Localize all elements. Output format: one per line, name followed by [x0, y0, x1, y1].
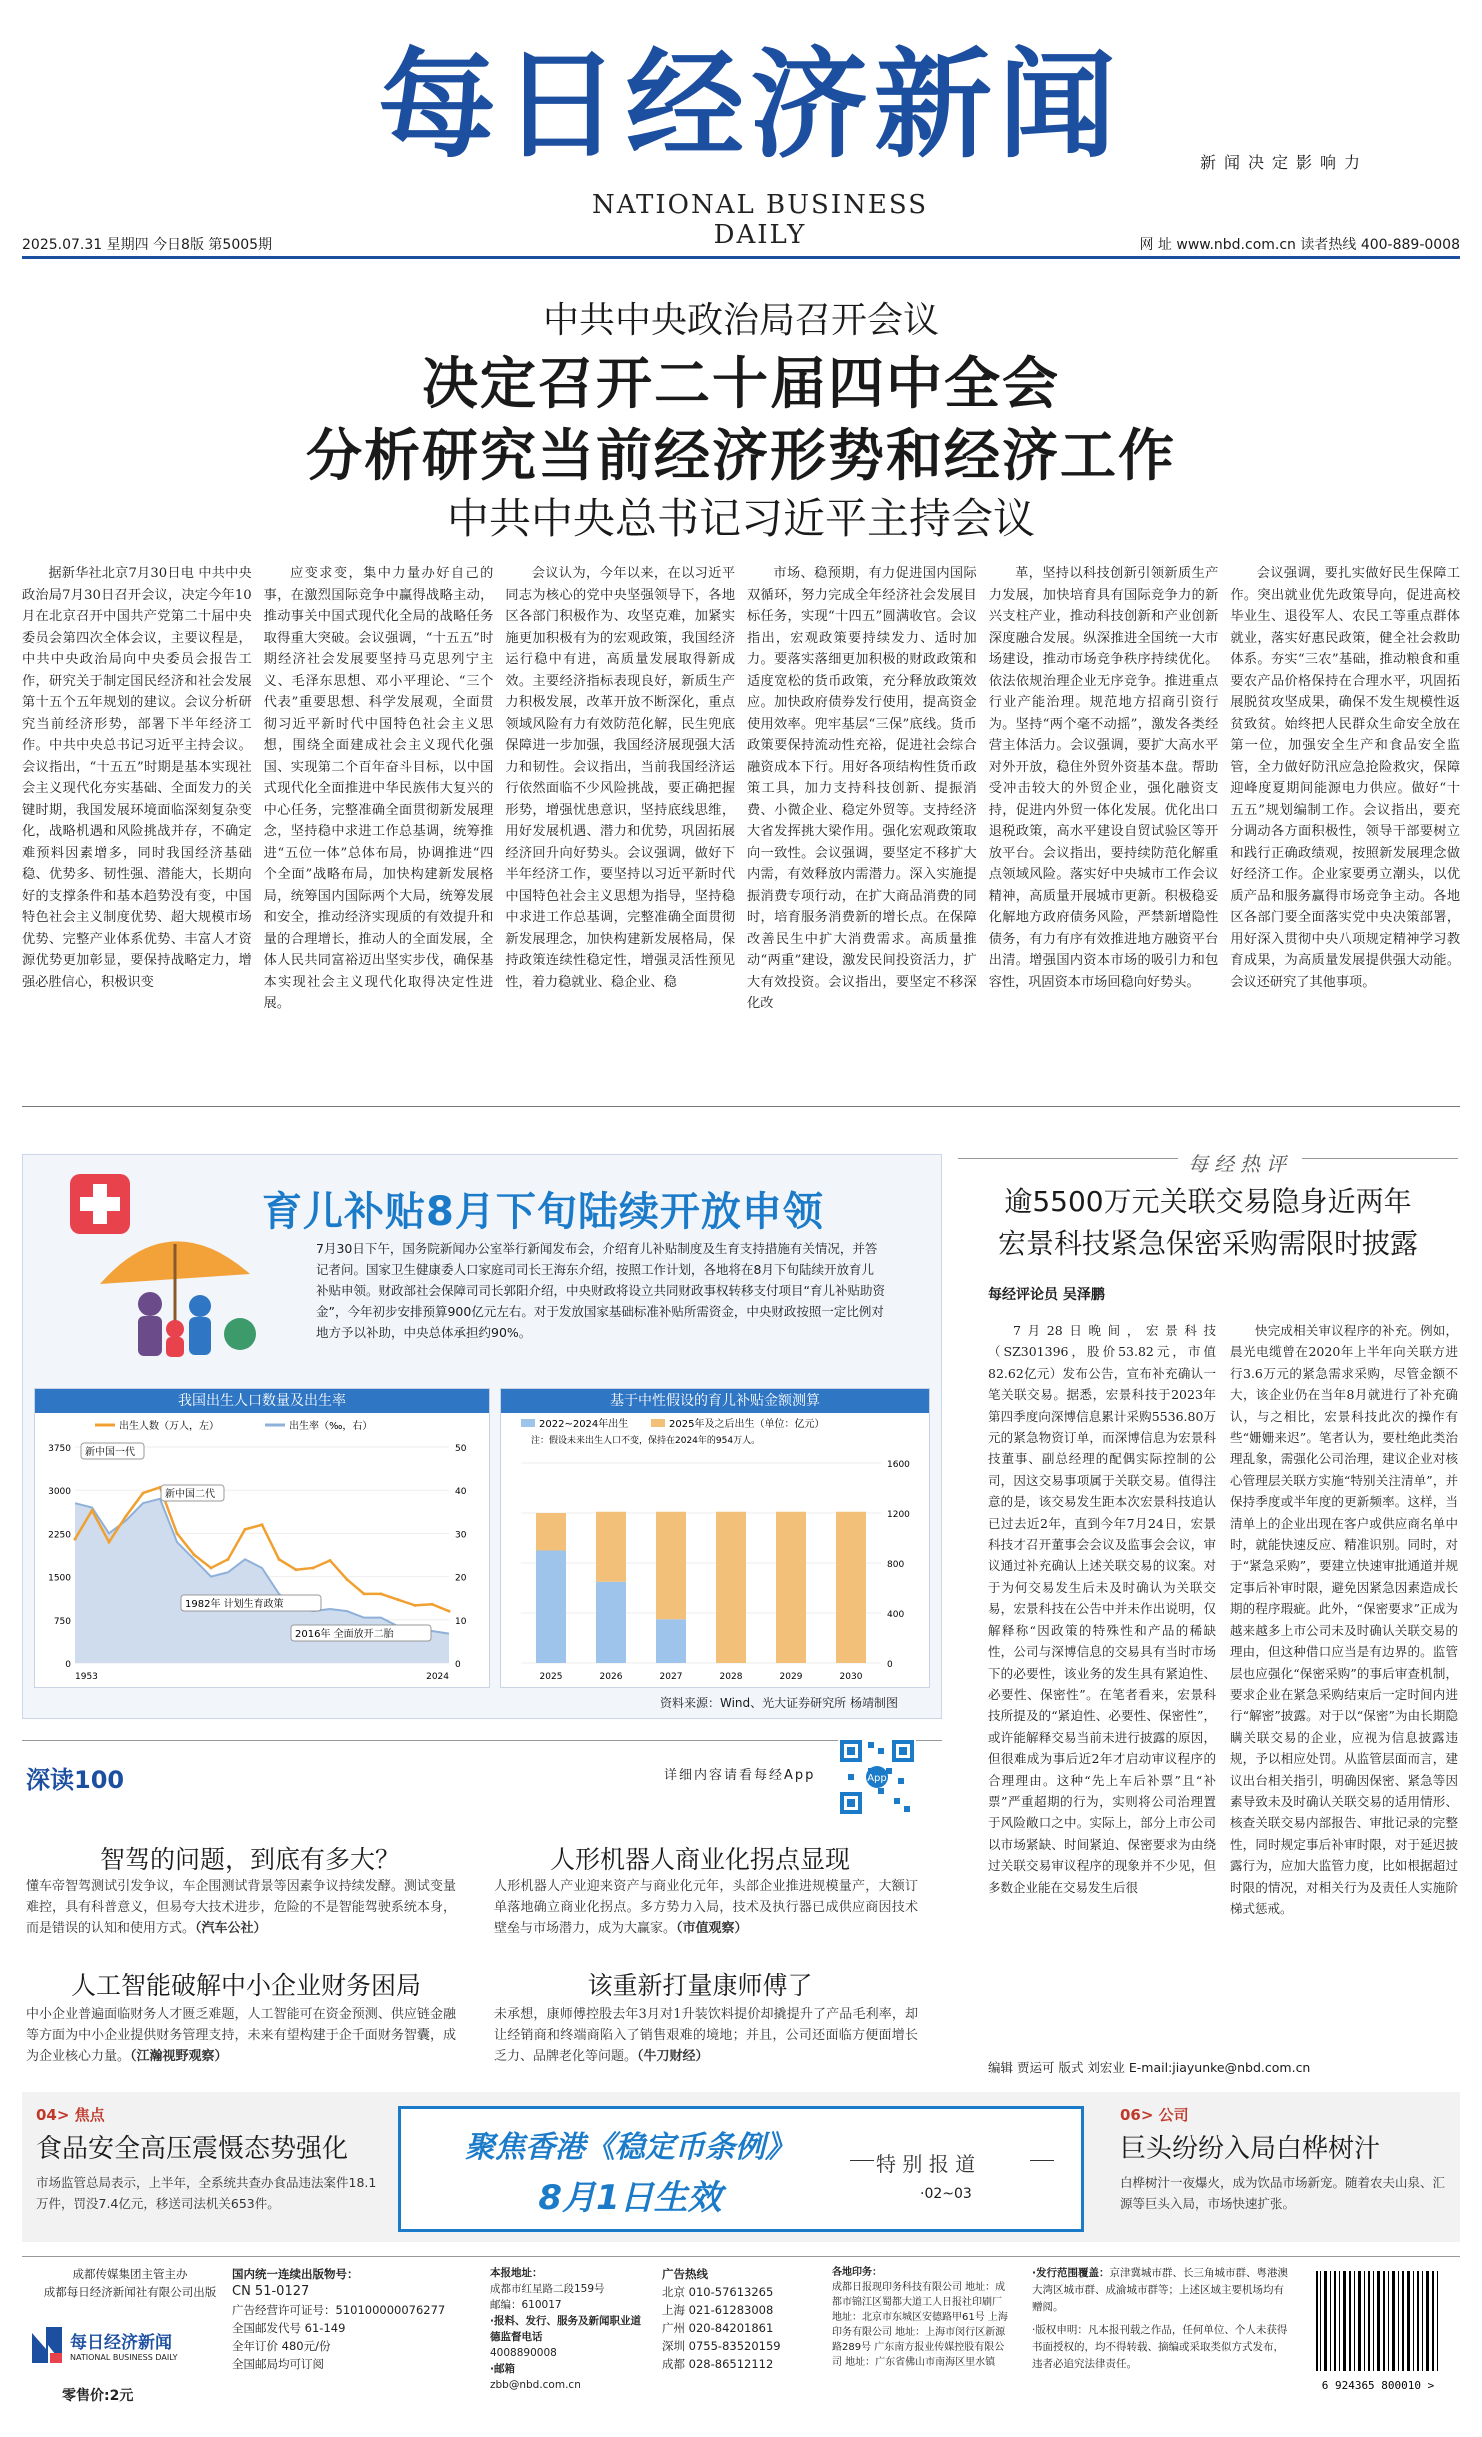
story-3-source: （江瀚视野观察）	[130, 2049, 228, 2064]
article-column-1: 据新华社北京7月30日电 中共中央政治局7月30日召开会议，决定今年10月在北京召开中国共产党第二十届中央委员会第四次全体会议，主要议程是，中共中央政治局向中央委员会报告工作，研究关于制定国民经济和社会发展第十五个五年规划的建议。会议分析研究当前经济形势，部署下半年经济工作。中共中央总书记习近平主持会议。会议指出，“十五五”时期是基本实现社会主义现代化夯实基础、全面发力的关键时期，我国发展环境面临深刻复杂变化，战略机遇和风险挑战并存，不确定难预料因素增多，同时我国经济基础稳、优势多、韧性强、潜能大，长期向好的支撑条件和基本趋势没有变，中国特色社会主义制度优势、超大规模市场优势、完整产业体系优势、丰富人才资源优势更加彰显，要保持战略定力，增强必胜信心，积极识变	[22, 566, 252, 990]
legend-swatch-2022	[521, 1419, 535, 1427]
story-4-source: （牛刀财经）	[637, 2049, 709, 2064]
infographic-title: 育儿补贴8月下旬陆续开放申领	[262, 1189, 824, 1235]
editor-credits: 编辑 贾运可 版式 刘宏业 E-mail:jiayunke@nbd.com.cn	[988, 2060, 1311, 2075]
footer-price: 零售价:2元	[62, 2388, 134, 2404]
x-tick: 2029	[779, 1672, 803, 1682]
teaser-right-desc: 白桦树汁一夜爆火，成为饮品市场新宠。随着农夫山泉、汇源等巨头入局，市场快速扩张。	[1120, 2175, 1446, 2211]
births-point	[329, 1559, 332, 1562]
births-point	[193, 1553, 196, 1556]
y-tick: 1600	[887, 1460, 910, 1470]
commentary-title-line2: 宏景科技紧急保密采购需限时披露	[997, 1227, 1418, 1260]
x-tick: 1953	[75, 1672, 98, 1682]
qr-app-label: App	[867, 1773, 887, 1784]
births-point	[397, 1598, 400, 1601]
promo-tag: 特 别 报 道	[876, 2152, 976, 2176]
article-column-3: 会议认为，今年以来，在以习近平同志为核心的党中央坚强领导下，各地区各部门积极作为、攻坚克难，加紧实施更加积极有为的宏观政策，我国经济运行稳中有进，高质量发展取得新成效。主要经济指标表现良好，新质生产力积极发展，改革开放不断深化，重点领域风险有力有效防范化解，民生兜底保障进一步加强，我国经济展现强大活力和韧性。会议指出，当前我国经济运行依然面临不少风险挑战，要正确把握形势，增强忧患意识，坚持底线思维，用好发展机遇、潜力和优势，巩固拓展经济回升向好势头。会议强调，做好下半年经济工作，要坚持以习近平新时代中国特色社会主义思想为指导，坚持稳中求进工作总基调，完整准确全面贯彻新发展理念，加快构建新发展格局，保持政策连续性稳定性，增强灵活性预见性，着力稳就业、稳企业、稳	[505, 566, 736, 990]
article-column-5: 革，坚持以科技创新引领新质生产力发展，加快培育具有国际竞争力的新兴支柱产业，推动科技创新和产业创新深度融合发展。纵深推进全国统一大市场建设，推动市场竞争秩序持续优化。依法依规治理企业无序竞争。推进重点行业产能治理。规范地方招商引资行为。坚持“两个毫不动摇”，激发各类经营主体活力。会议强调，要扩大高水平对外开放，稳住外贸外资基本盘。帮助受冲击较大的外贸企业，强化融资支持，促进内外贸一体化发展。优化出口退税政策，高水平建设自贸试验区等开放平台。会议指出，要持续防范化解重点领域风险。落实好中央城市工作会议精神，高质量开展城市更新。积极稳妥化解地方政府债务风险，严禁新增隐性债务，有力有序有效推进地方融资平台出清。增强国内资本市场的吸引力和包容性，巩固资本市场回稳向好势头。	[988, 566, 1219, 990]
x-tick: 2028	[719, 1672, 743, 1682]
masthead-rule	[22, 256, 1460, 259]
teaser-left-title[interactable]: 食品安全高压震慑态势强化	[36, 2134, 349, 2164]
footer-logo-en: NATIONAL BUSINESS DAILY	[70, 2353, 178, 2362]
births-point	[108, 1541, 111, 1544]
footer-address: 本报地址： 成都市红星路二段159号 邮编：610017 ·报料、发行、服务及新闻职业道德监督电话 4008890008 ·邮箱 zbb@nbd.com.cn	[490, 2267, 641, 2391]
x-tick: 2030	[839, 1672, 863, 1682]
infographic-text: 7月30日下午，国务院新闻办公室举行新闻发布会，介绍育儿补贴制度及生育支持措施有关情况，并答记者问。国家卫生健康委人口家庭司司长王海东介绍，按照工作计划，各地将在8月下旬陆续开放育儿补贴申领。财政部社会保障司司长郭阳介绍，中央财政将设立共同财政事权转移支付项目“育儿补贴助资金”，今年初步安排预算900亿元左右。对于发放国家基础标准补贴所需资金，中央财政按照一定比例对地方予以补助，中央总体承担约90%。	[316, 1241, 885, 1340]
article-column-6: 会议强调，要扎实做好民生保障工作。突出就业优先政策导向，促进高校毕业生、退役军人、农民工等重点群体就业，落实好惠民政策，健全社会救助体系。夯实“三农”基础，推动粮食和重要农产品价格保持在合理水平，巩固拓展脱贫攻坚成果，确保不发生规模性返贫致贫。始终把人民群众生命安全放在第一位，加强安全生产和食品安全监管，全力做好防汛应急抢险救灾，保障迎峰度夏期间能源电力供应。做好“十五五”规划编制工作。会议指出，要充分调动各方面积极性，领导干部要树立和践行正确政绩观，按照新发展理念做好经济工作。企业家要勇立潮头，以优质产品和服务赢得市场竞争主动。各地区各部门要全面落实党中央决策部署，用好深入贯彻中央八项规定精神学习教育成果，为高质量发展提供强大动能。会议还研究了其他事项。	[1230, 566, 1460, 990]
footer-printers: 各地印务： 成都日报现印务科技有限公司 地址：成都市锦江区蜀都大道工人日报社印刷厂 地址：北京市东城区安德路甲61号 上海印务有限公司 地址：上海市闵行区新源路289号 广东南方报业传媒控股有限公司 地址：广东省佛山市南海区里水镇	[832, 2267, 1008, 2368]
footer-distribution: ·发行范围覆盖：京津冀城市群、长三角城市群、粤港澳大湾区城市群、成渝城市群等；上述区域主要机场均有赠阅。 ·版权申明：凡本报刊载之作品，任何单位、个人未获得书面授权的，均不得转载、摘编或采取类似方式发布，违者必追究法律责任。	[1032, 2267, 1288, 2370]
y-left-tick: 3000	[48, 1487, 71, 1498]
teaser-left-desc: 市场监管总局表示，上半年，全系统共查办食品违法案件18.1万件，罚没7.4亿元，移送司法机关653件。	[36, 2175, 377, 2211]
y-right-tick: 50	[455, 1444, 467, 1454]
headline-main-line2: 分析研究当前经济形势和经济工作	[306, 424, 1176, 489]
story-4-body: 未承想，康师傅控股去年3月对1升装饮料提价却撬提升了产品毛利率，却让经销商和终端商陷入了销售艰难的境地；并且，公司还面临方便面增长乏力、品牌老化等问题。（牛刀财经）	[494, 2007, 918, 2064]
births-point	[142, 1492, 145, 1495]
legend-2025: 2025年及之后出生（单位：亿元）	[669, 1419, 825, 1430]
x-tick: 2025	[539, 1672, 563, 1682]
births-point	[448, 1610, 451, 1613]
footer-registration: 国内统一连续出版物号： CN 51-0127 广告经营许可证号：510100000076277 全国邮发代号 61-149 全年订价 480元/份 全国邮局均可订阅	[232, 2267, 446, 2371]
bar-2025-after	[836, 1512, 866, 1663]
bar-2022-2024	[536, 1551, 566, 1664]
x-tick: 2026	[599, 1672, 623, 1682]
story-2-body: 人形机器人产业迎来资产与商业化元年，头部企业推进规模量产，大额订单落地确立商业化拐点。多方势力入局，技术及执行器已成供应商因技术壁垒与市场潜力，成为大赢家。（市值观察）	[494, 1879, 918, 1936]
story-3-title[interactable]: 人工智能破解中小企业财务困局	[70, 1971, 421, 2000]
dateline: 2025.07.31 星期四 今日8版 第5005期	[22, 237, 273, 253]
annotation-label: 2016年 全面放开二胎	[295, 1629, 394, 1640]
masthead-english: NATIONAL BUSINESS DAILY	[591, 190, 929, 250]
y-left-tick: 750	[53, 1616, 71, 1627]
headline-subtitle: 中共中央总书记习近平主持会议	[446, 494, 1035, 543]
y-tick: 400	[887, 1610, 905, 1620]
bar-2025-after	[596, 1512, 626, 1582]
births-point	[431, 1603, 434, 1606]
subsidy-chart	[500, 1388, 930, 1688]
commentary-column-2: 快完成相关审议程序的补充。例如，晨光电缆曾在2020年上半年向关联方进行3.6万元的紧急需求采购，尽管金额不大，该企业仍在当年8月就进行了补充确认，与之相比，宏景科技此次的操作有些“姗姗来迟”。笔者认为，要杜绝此类治理乱象，需强化公司治理，建议企业对核心管理层关联方实施“特别关注清单”，并保持季度或半年度的更新频率。这样，当清单上的企业出现在客户或供应商名单中时，就能快速反应、精准识别。同时，对于“紧急采购”，要建立快速审批通道并规定事后补审时限，避免因紧急因素造成长期的程序瑕疵。此外，“保密要求”正成为越来越多上市公司未及时确认关联交易的理由，但这种借口应当是有边界的。监管层也应强化“保密采购”的事后审查机制，要求企业在紧急采购结束后一定时间内进行“解密”披露。对于以“保密”为由长期隐瞒关联交易的企业，应视为信息披露违规，予以相应处罚。从监管层面而言，建议出台相关指引，明确因保密、紧急等因素导致未及时确认关联交易的适用情形、核查关联交易内部报告、审批记录的完整性，同时规定事后补审时限，对于延迟披露行为，应加大监管力度，比如根据超过时限的情况，对相关行为及责任人实施阶梯式惩戒。	[1230, 1323, 1458, 1916]
legend-births: 出生人数（万人，左）	[119, 1421, 219, 1432]
births-point	[363, 1592, 366, 1595]
deep-read-logo: 深读100	[26, 1766, 125, 1794]
x-tick: 2024	[426, 1672, 449, 1682]
barcode-icon	[1312, 2267, 1452, 2397]
teaser-right-label: 06> 公司	[1120, 2106, 1189, 2124]
promo-tag-rule-left	[850, 2160, 874, 2161]
story-1-title[interactable]: 智驾的问题，到底有多大？	[99, 1845, 400, 1874]
bar-2025-after	[776, 1512, 806, 1663]
x-tick: 2027	[659, 1672, 683, 1682]
births-point	[74, 1538, 77, 1541]
births-point	[227, 1558, 230, 1561]
subsidy-chart-plot	[501, 1413, 929, 1687]
y-left-tick: 3750	[48, 1444, 71, 1454]
footer-sponsor-1: 成都传媒集团主管主办	[72, 2267, 188, 2281]
y-left-tick: 2250	[48, 1530, 71, 1541]
births-point	[278, 1558, 281, 1561]
y-right-tick: 0	[455, 1660, 461, 1670]
site-info: 网 址 www.nbd.com.cn 读者热线 400-889-0008	[1139, 237, 1460, 253]
subsidy-chart-title: 基于中性假设的育儿补贴金额测算	[501, 1389, 929, 1413]
commentary-body	[988, 1320, 1458, 2050]
y-right-tick: 10	[455, 1616, 467, 1627]
legend-swatch-2025	[651, 1419, 665, 1427]
deep-rule	[22, 1740, 942, 1741]
footer-ad-hotlines: 广告热线 北京 010-57613265 上海 021-61283008 广州 020-84201861 深圳 0755-83520159 成都 028-86512112	[662, 2267, 781, 2371]
teaser-left-label: 04> 焦点	[36, 2106, 105, 2124]
births-point	[261, 1523, 264, 1526]
bar-2025-after	[716, 1512, 746, 1663]
births-point	[244, 1528, 247, 1531]
story-1-body: 懂车帝智驾测试引发争议，车企围测试背景等因素争议持续发酵。测试变量难控，具有科普意义，但易夸大技术进步，危险的不是智能驾驶系统本身，而是错误的认知和使用方式。（汽车公社）	[26, 1879, 456, 1936]
logo-mark-icon	[30, 2325, 64, 2365]
y-right-tick: 40	[455, 1487, 467, 1498]
infographic-source: 资料来源：Wind、光大证券研究所 杨靖制图	[660, 1696, 898, 1710]
commentary-author: 每经评论员 吴泽鹏	[988, 1287, 1105, 1303]
births-point	[380, 1592, 383, 1595]
bar-2025-after	[536, 1513, 566, 1551]
promo-title-line2: 8月1日生效	[538, 2178, 722, 2218]
bar-2022-2024	[596, 1582, 626, 1663]
birth-chart-plot	[35, 1413, 489, 1687]
footer-publisher	[30, 2265, 230, 2301]
birth-chart	[34, 1388, 490, 1688]
lead-article	[22, 563, 1460, 1081]
section-rule	[22, 1106, 1460, 1107]
legend-2022: 2022~2024年出生	[539, 1419, 629, 1430]
births-point	[312, 1566, 315, 1569]
teaser-right-title[interactable]: 巨头纷纷入局白桦树汁	[1120, 2134, 1381, 2164]
births-point	[125, 1515, 128, 1518]
y-tick: 0	[887, 1660, 893, 1670]
article-column-4: 市场、稳预期，有力促进国内国际双循环，努力完成全年经济社会发展目标任务，实现“十四五”圆满收官。会议指出，宏观政策要持续发力、适时加力。要落实落细更加积极的财政政策和适度宽松的货币政策，充分释放政策效应。加快政府债券发行使用，提高资金使用效率。兜牢基层“三保”底线。货币政策要保持流动性充裕，促进社会综合融资成本下行。用好各项结构性货币政策工具，加力支持科技创新、提振消费、小微企业、稳定外贸等。支持经济大省发挥挑大梁作用。强化宏观政策取向一致性。会议强调，要坚定不移扩大内需，有效释放内需潜力。深入实施提振消费专项行动，在扩大商品消费的同时，培育服务消费新的增长点。在保障改善民生中扩大消费需求。高质量推动“两重”建设，激发民间投资活力，扩大有效投资。会议指出，要坚定不移深化改	[747, 566, 977, 1011]
headline-main-line1: 决定召开二十届四中全会	[422, 352, 1060, 417]
qr-code-icon[interactable]	[838, 1738, 916, 1816]
births-point	[176, 1532, 179, 1535]
headline-kicker: 中共中央政治局召开会议	[542, 300, 939, 341]
footer-sponsor-2: 成都每日经济新闻社有限公司出版	[43, 2285, 217, 2299]
births-point	[210, 1566, 213, 1569]
births-point	[346, 1578, 349, 1581]
footer-logo-cn: 每日经济新闻	[70, 2333, 172, 2353]
masthead-slogan: 新闻决定影响力	[1200, 153, 1369, 172]
article-column-2: 应变求变，集中力量办好自己的事，在激烈国际竞争中赢得战略主动，推动事关中国式现代化全局的战略任务取得重大突破。会议强调，“十五五”时期经济社会发展要坚持马克思列宁主义、毛泽东思想、邓小平理论、“三个代表”重要思想、科学发展观，全面贯彻习近平新时代中国特色社会主义思想，围绕全面建成社会主义现代化强国、实现第二个百年奋斗目标，以中国式现代化全面推进中华民族伟大复兴的中心任务，完整准确全面贯彻新发展理念，坚持稳中求进工作总基调，统筹推进“五位一体”总体布局，协调推进“四个全面”战略布局，加快构建新发展格局，统筹国内国际两个大局，统筹发展和安全，推动经济实现质的有效提升和量的合理增长，推动人的全面发展，全体人民共同富裕迈出坚实步伐，确保基本实现社会主义现代化取得决定性进展。	[263, 566, 494, 1011]
annotation-label: 新中国一代	[85, 1447, 135, 1458]
legend-rate: 出生率（‰，右）	[289, 1421, 373, 1432]
story-2-source: （市值观察）	[676, 1921, 748, 1936]
family-umbrella-illustration	[40, 1164, 270, 1364]
birth-chart-title: 我国出生人口数量及出生率	[35, 1389, 489, 1413]
promo-tag-rule-right	[1030, 2160, 1054, 2161]
bar-2025-after	[656, 1512, 686, 1620]
promo-title-line1: 聚焦香港《稳定币条例》	[465, 2130, 795, 2165]
story-4-title[interactable]: 该重新打量康师傅了	[587, 1971, 813, 2000]
y-left-tick: 1500	[48, 1573, 71, 1584]
deep-read-app-hint[interactable]: 详细内容请看每经App	[664, 1768, 816, 1783]
y-right-tick: 30	[455, 1530, 467, 1541]
promo-pages: ·02~03	[920, 2186, 972, 2202]
commentary-title-line1: 逾5500万元关联交易隐身近两年	[1004, 1185, 1412, 1218]
story-1-source: （汽车公社）	[195, 1921, 267, 1936]
births-point	[91, 1509, 94, 1512]
annotation-label: 1982年 计划生育政策	[185, 1599, 284, 1610]
masthead-title: 每日经济新闻	[377, 36, 1122, 174]
births-point	[414, 1604, 417, 1607]
barcode-number: 6 924365 800010 >	[1321, 2379, 1435, 2392]
chart-note: 注：假设未来出生人口不变，保持在2024年的954万人。	[531, 1436, 761, 1446]
footer-logo	[30, 2315, 220, 2375]
y-tick: 1200	[887, 1510, 910, 1520]
births-point	[295, 1568, 298, 1571]
bar-2022-2024	[656, 1619, 686, 1663]
y-left-tick: 0	[65, 1660, 71, 1670]
y-tick: 800	[887, 1560, 905, 1570]
commentary-label: 每经热评	[1178, 1148, 1302, 1177]
commentary-column-1: 7月28日晚间，宏景科技（SZ301396，股价53.82元，市值82.62亿元）发布公告，宣布补充确认一笔关联交易。据悉，宏景科技于2023年第四季度向深博信息累计采购5536.80万元的紧急物资订单，而深博信息为宏景科技董事、副总经理的配偶实际控制的公司，因这交易事项属于关联交易。值得注意的是，该交易发生距本次宏景科技追认已过去近2年，直到今年7月24日，宏景科技才召开董事会会议及监事会会议，审议通过补充确认上述关联交易的议案。对于为何交易发生后未及时确认为关联交易，宏景科技在公告中并未作出说明，仅解释称“因政策的特殊性和产品的稀缺性，公司与深博信息的交易具有当时市场下的必要性，该业务的发生具有紧迫性、必要性、保密性”。在笔者看来，宏景科技所提及的“紧迫性、必要性、保密性”，或许能解释交易当前未进行披露的原因，但很难成为事后近2年才启动审议程序的合理理由。这种“先上车后补票”且“补票”严重超期的行为，实则将公司治理置于风险敞口之中。实际上，部分上市公司以市场紧缺、时间紧迫、保密要求为由绕过关联交易审议程序的现象并不少见，但多数企业能在交易发生后很	[988, 1323, 1216, 1895]
y-right-tick: 20	[455, 1573, 467, 1584]
footer	[22, 2256, 1460, 2426]
story-3-body: 中小企业普遍面临财务人才匮乏难题，人工智能可在资金预测、供应链金融等方面为中小企业提供财务管理支持，未来有望构建于企千面财务智囊，成为企业核心力量。（江瀚视野观察）	[26, 2007, 456, 2064]
annotation-label: 新中国二代	[165, 1489, 215, 1500]
story-2-title[interactable]: 人形机器人商业化拐点显现	[549, 1845, 850, 1874]
